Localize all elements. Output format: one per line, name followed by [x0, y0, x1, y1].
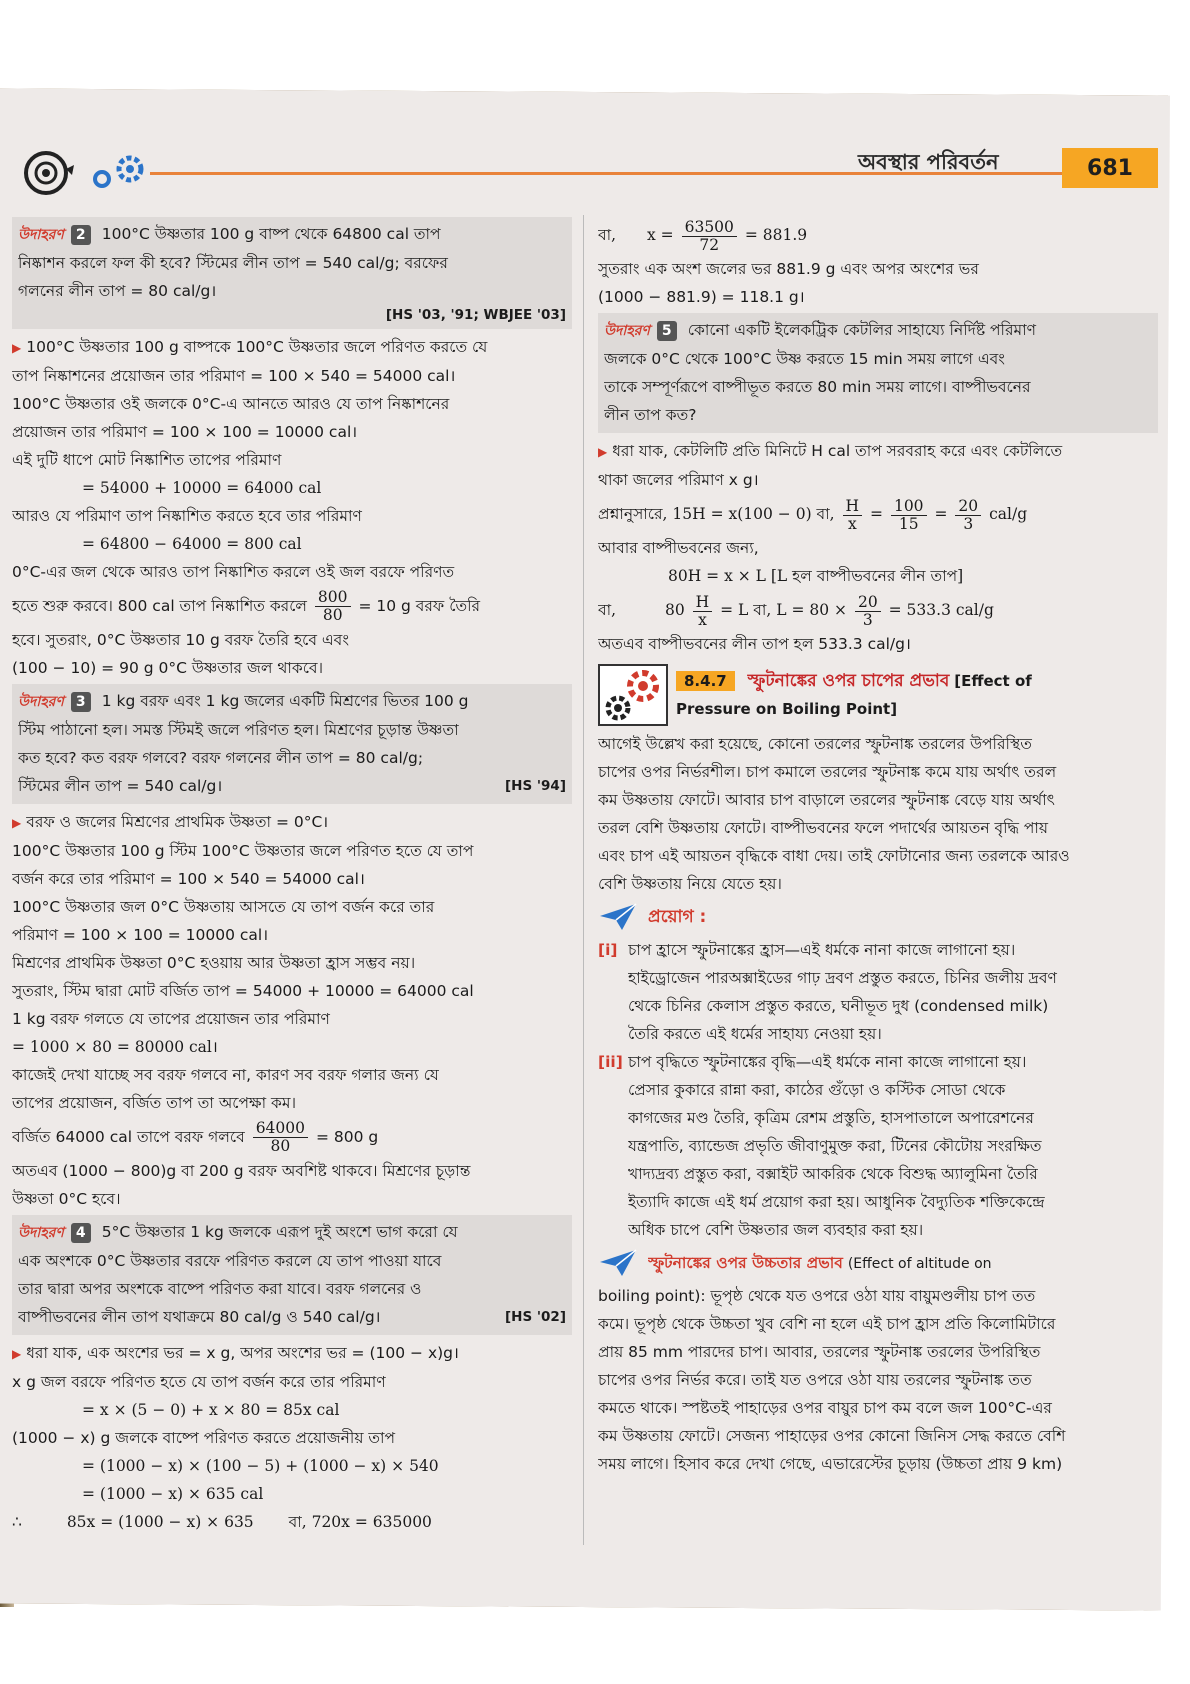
altitude-title: স্ফুটনাঙ্কের ওপর উচ্চতার প্রভাব [648, 1253, 843, 1272]
solution-text: প্রয়োজন তার পরিমাণ = 100 × 100 = 10000 cal। [12, 423, 358, 441]
solution-arrow-icon: ▶ [12, 1347, 22, 1361]
numerator: 800 [315, 589, 351, 607]
paragraph-line: boiling point): ভূপৃষ্ঠ থেকে যত ওপরে ওঠা যায় বায়ুমণ্ডলীয় চাপ তত [598, 1287, 1036, 1305]
equation: বা, 720x = 635000 [288, 1513, 432, 1531]
question-text: গলনের লীন তাপ = 80 cal/g। [18, 282, 217, 300]
solution-arrow-icon: ▶ [12, 816, 22, 830]
solution-text: 100°C উষ্ণতার ওই জলকে 0°C-এ আনতে আরও যে তাপ নিষ্কাশনের [12, 395, 450, 413]
equation: = (1000 − x) × (100 − 5) + (1000 − x) × 540 [82, 1457, 439, 1475]
gears-icon [598, 664, 668, 726]
section-title: স্ফুটনাঙ্কের ওপর চাপের প্রভাব [747, 671, 950, 691]
right-column [598, 215, 1158, 1478]
denominator: x [698, 610, 707, 629]
equation: = 881.9 [744, 226, 808, 244]
solution-text: মিশ্রণের প্রাথমিক উষ্ণতা 0°C হওয়ায় আর উষ্ণতা হ্রাস সম্ভব নয়। [12, 954, 416, 972]
paragraph-line: চাপের ওপর নির্ভরশীল। চাপ কমালে তরলের স্ফুটনাঙ্ক কমে যায় অর্থাৎ তরল [598, 763, 1057, 781]
solution-text: সুতরাং, স্টিম দ্বারা মোট বর্জিত তাপ = 54000 + 10000 = 64000 cal [12, 982, 474, 1000]
equation: 80 [665, 601, 685, 619]
solution-arrow-icon: ▶ [598, 445, 608, 459]
example-4-continued [598, 215, 1158, 311]
numerator: H [693, 594, 713, 612]
numerator: 100 [891, 498, 927, 516]
altitude-title-english: (Effect of altitude on [847, 1255, 992, 1272]
example-number: 3 [71, 692, 91, 712]
question-text: 100°C উষ্ণতার 100 g বাষ্প থেকে 64800 cal তাপ [101, 225, 441, 243]
fraction [955, 498, 981, 533]
solution-text: (100 − 10) = 90 g 0°C উষ্ণতার জল থাকবে। [12, 659, 324, 677]
numerator: H [843, 498, 863, 516]
equation: = L বা, L = 80 × [720, 601, 848, 619]
solution-arrow-icon: ▶ [12, 341, 22, 355]
example-tag: উদাহরণ [18, 1225, 64, 1241]
solution-text: সুতরাং এক অংশ জলের ভর 881.9 g এবং অপর অংশের ভর [598, 260, 979, 278]
numerator: 20 [855, 594, 881, 612]
equation: = 54000 + 10000 = 64000 cal [82, 479, 322, 497]
question-text: নিষ্কাশন করলে ফল কী হবে? স্টিমের লীন তাপ = 540 cal/g; বরফের [18, 254, 448, 272]
exam-reference: [HS '03, '91; WBJEE '03] [385, 307, 566, 323]
equation: = 64800 − 64000 = 800 cal [82, 535, 302, 553]
question-text: তার দ্বারা অপর অংশকে বাষ্পে পরিণত করা যাবে। বরফ গলনের ও [18, 1280, 422, 1298]
solution-text: 1 kg বরফ গলতে যে তাপের প্রয়োজন তার পরিমাণ [12, 1010, 330, 1028]
paragraph-line: কমে। ভূপৃষ্ঠ থেকে উচ্চতা খুব বেশি না হলে এই চাপ হ্রাস প্রতি কিলোমিটারে [598, 1315, 1056, 1333]
question-text: লীন তাপ কত? [604, 406, 697, 424]
list-label: [ii] [598, 1053, 623, 1071]
list-text: থেকে চিনির কেলাস প্রস্তুত করতে, ঘনীভূত দুধ (condensed milk) [628, 997, 1049, 1015]
equation: = 1000 × 80 = 80000 cal। [12, 1038, 218, 1056]
example-3-question [12, 684, 572, 804]
solution-text: বা, [598, 226, 617, 244]
paragraph-line: কম উষ্ণতায় ফোটে। আবার চাপ বাড়ালে তরলের স্ফুটনাঙ্ক বেড়ে যায় অর্থাৎ [598, 791, 1055, 809]
solution-text: তাপ নিষ্কাশনের প্রয়োজন তার পরিমাণ = 100 × 540 = 54000 cal। [12, 367, 456, 385]
solution-text: বরফ ও জলের মিশ্রণের প্রাথমিক উষ্ণতা = 0°C। [26, 813, 329, 831]
solution-text: তাপের প্রয়োজন, বর্জিত তাপ তা অপেক্ষা কম। [12, 1094, 296, 1112]
numerator: 64000 [253, 1120, 308, 1138]
paragraph-line: কমতে থাকে। স্পষ্টতই পাহাড়ের ওপর বায়ুর চাপ কম বলে জল 100°C-এর [598, 1399, 1052, 1417]
list-text: খাদ্যদ্রব্য প্রস্তুত করা, বক্সাইট আকরিক থেকে বিশুদ্ধ অ্যালুমিনা তৈরি [628, 1165, 1038, 1183]
solution-text: এই দুটি ধাপে মোট নিষ্কাশিত তাপের পরিমাণ [12, 451, 282, 469]
question-text: স্টিম পাঠানো হল। সমস্ত স্টিমই জলে পরিণত হল। মিশ্রণের চূড়ান্ত উষ্ণতা [18, 721, 459, 739]
list-text: চাপ বৃদ্ধিতে স্ফুটনাঙ্কের বৃদ্ধি—এই ধর্মকে নানা কাজে লাগানো হয়। [628, 1053, 1027, 1071]
solution-text: বা, [598, 601, 617, 619]
list-text: কাগজের মণ্ড তৈরি, কৃত্রিম রেশম প্রস্তুতি, হাসপাতালে অপারেশনের [628, 1109, 1034, 1127]
list-item [598, 936, 1158, 1048]
page-number: 681 [1062, 148, 1158, 188]
paragraph-line: চাপের ওপর নির্ভর করে। তাই যত ওপরে ওঠা যায় তরলের স্ফুটনাঙ্ক তত [598, 1371, 1032, 1389]
solution-text: বর্জিত 64000 cal তাপে বরফ গলবে [12, 1128, 245, 1146]
question-text: কোনো একটি ইলেকট্রিক কেটলির সাহায্যে নির্দিষ্ট পরিমাণ [687, 321, 1036, 339]
solution-text: ধরা যাক, এক অংশের ভর = x g, অপর অংশের ভর = (100 − x)g। [26, 1344, 459, 1362]
list-text: যন্ত্রপাতি, ব্যান্ডেজ প্রভৃতি জীবাণুমুক্ত করা, টিনের কৌটোয় সংরক্ষিত [628, 1137, 1042, 1155]
section-heading [598, 664, 1158, 726]
numerator: 63500 [682, 219, 737, 237]
section-title-english: [Effect of [954, 672, 1032, 690]
solution-text: পরিমাণ = 100 × 100 = 10000 cal। [12, 926, 269, 944]
unit: cal/g [989, 505, 1028, 523]
paragraph-line: আগেই উল্লেখ করা হয়েছে, কোনো তরলের স্ফুটনাঙ্ক তরলের উপরিস্থিত [598, 735, 1032, 753]
solution-text: (1000 − x) g জলকে বাষ্পে পরিণত করতে প্রয়োজনীয় তাপ [12, 1429, 396, 1447]
paragraph-line: তরল বেশি উষ্ণতায় ফোটে। বাষ্পীভবনের ফলে পদার্থের আয়তন বৃদ্ধি পায় [598, 819, 1049, 837]
solution-text: = 10 g বরফ তৈরি [358, 597, 481, 615]
solution-text: উষ্ণতা 0°C হবে। [12, 1190, 121, 1208]
question-text: কত হবে? কত বরফ গলবে? বরফ গলনের লীন তাপ = 80 cal/g; [18, 749, 424, 767]
equation: = 533.3 cal/g [888, 601, 994, 619]
denominator: 15 [898, 514, 919, 533]
left-column [12, 215, 572, 1536]
solution-text: x g জল বরফে পরিণত হতে যে তাপ বর্জন করে তার পরিমাণ [12, 1373, 386, 1391]
list-text: চাপ হ্রাসে স্ফুটনাঙ্কের হ্রাস—এই ধর্মকে নানা কাজে লাগানো হয়। [628, 941, 1016, 959]
solution-text: অতএব (1000 − 800)g বা 200 g বরফ অবশিষ্ট থাকবে। মিশ্রণের চূড়ান্ত [12, 1162, 471, 1180]
example-number: 2 [71, 225, 91, 245]
fraction [891, 498, 927, 533]
list-text: প্রেসার কুকারে রান্না করা, কাঠের গুঁড়ো ও কস্টিক সোডা থেকে [628, 1081, 1006, 1099]
example-2-solution [12, 333, 572, 682]
example-number: 5 [657, 321, 677, 341]
list-text: তৈরি করতে এই ধর্মের সাহায্য নেওয়া হয়। [628, 1025, 882, 1043]
chapter-title: অবস্থার পরিবর্তন [858, 150, 999, 174]
applications-title: প্রয়োগ : [648, 907, 707, 927]
paper-plane-icon [598, 1248, 638, 1278]
applications-heading [598, 902, 1158, 932]
question-text: জলকে 0°C থেকে 100°C উষ্ণ করতে 15 min সময় লাগে এবং [604, 350, 1005, 368]
solution-text: হবে। সুতরাং, 0°C উষ্ণতার 10 g বরফ তৈরি হবে এবং [12, 631, 349, 649]
equals-sign: = [870, 505, 884, 523]
equation: 80H = x × L [L হল বাষ্পীভবনের লীন তাপ] [668, 567, 964, 585]
denominator: 72 [699, 235, 720, 254]
fraction [843, 498, 863, 533]
paragraph-line: কম উষ্ণতায় ফোটে। সেজন্য পাহাড়ের ওপর কোনো জিনিস সেদ্ধ করতে বেশি [598, 1427, 1066, 1445]
solution-text: 100°C উষ্ণতার 100 g স্টিম 100°C উষ্ণতার জলে পরিণত হতে যে তাপ [12, 842, 474, 860]
solution-text: প্রশ্নানুসারে, 15H = x(100 − 0) বা, [598, 505, 835, 523]
example-4-question [12, 1215, 572, 1335]
question-text: এক অংশকে 0°C উষ্ণতার বরফে পরিণত করলে যে তাপ পাওয়া যাবে [18, 1252, 442, 1270]
equation: = (1000 − x) × 635 cal [82, 1485, 264, 1503]
equation: = x × (5 − 0) + x × 80 = 85x cal [82, 1401, 340, 1419]
list-text: অধিক চাপে বেশি উষ্ণতার জল ব্যবহার করা হয়। [628, 1221, 924, 1239]
question-text: স্টিমের লীন তাপ = 540 cal/g। [18, 777, 223, 795]
denominator: x [847, 514, 857, 533]
solution-text: আবার বাষ্পীভবনের জন্য, [598, 539, 759, 557]
fraction [253, 1120, 308, 1155]
solution-text: হতে শুরু করবে। 800 cal তাপ নিষ্কাশিত করলে [12, 597, 307, 615]
head-gears-icon [22, 145, 162, 200]
example-3-solution [12, 808, 572, 1213]
example-tag: উদাহরণ [18, 694, 64, 710]
example-tag: উদাহরণ [604, 323, 650, 339]
section-number: 8.4.7 [676, 671, 735, 691]
example-tag: উদাহরণ [18, 227, 64, 243]
list-text: ইত্যাদি কাজে এই ধর্ম প্রয়োগ করা হয়। আধুনিক বৈদ্যুতিক শক্তিকেন্দ্রে [628, 1193, 1045, 1211]
fraction [855, 594, 881, 629]
example-2-question [12, 217, 572, 329]
denominator: 3 [862, 610, 873, 629]
solution-text: আরও যে পরিমাণ তাপ নিষ্কাশিত করতে হবে তার পরিমাণ [12, 507, 362, 525]
list-item [598, 1048, 1158, 1244]
column-divider [583, 215, 584, 1545]
equation: x = [647, 226, 674, 244]
solution-text: (1000 − 881.9) = 118.1 g। [598, 288, 805, 306]
question-text: বাষ্পীভবনের লীন তাপ যথাক্রমে 80 cal/g ও 540 cal/g। [18, 1308, 381, 1326]
solution-text: = 800 g [315, 1128, 379, 1146]
equals-sign: = [934, 505, 948, 523]
solution-text: 0°C-এর জল থেকে আরও তাপ নিষ্কাশিত করলে ওই জল বরফে পরিণত [12, 563, 455, 581]
fraction [693, 594, 713, 629]
example-5-solution [598, 437, 1158, 658]
example-number: 4 [71, 1223, 91, 1243]
paragraph-line: প্রায় 85 mm পারদের চাপ। আবার, তরলের স্ফুটনাঙ্ক তরলের উপরিস্থিত [598, 1343, 1041, 1361]
therefore-symbol: ∴ [12, 1513, 22, 1531]
solution-text: বর্জন করে তার পরিমাণ = 100 × 540 = 54000 cal। [12, 870, 365, 888]
list-text: হাইড্রোজেন পারঅক্সাইডের গাঢ় দ্রবণ প্রস্তুত করতে, চিনির জলীয় দ্রবণ [628, 969, 1057, 987]
denominator: 80 [322, 606, 343, 624]
section-body [598, 730, 1158, 898]
denominator: 80 [270, 1137, 291, 1155]
fraction [682, 219, 737, 254]
solution-text: 100°C উষ্ণতার 100 g বাষ্পকে 100°C উষ্ণতার জলে পরিণত করতে যে [26, 338, 488, 356]
list-label: [i] [598, 941, 618, 959]
solution-text: অতএব বাষ্পীভবনের লীন তাপ হল 533.3 cal/g। [598, 635, 911, 653]
solution-text: থাকা জলের পরিমাণ x g। [598, 471, 759, 489]
paragraph-line: বেশি উষ্ণতায় নিয়ে যেতে হয়। [598, 875, 782, 893]
question-text: তাকে সম্পূর্ণরূপে বাষ্পীভূত করতে 80 min সময় লাগে। বাষ্পীভবনের [604, 378, 1031, 396]
exam-reference: [HS '94] [505, 778, 566, 794]
example-5-question [598, 313, 1158, 433]
altitude-body [598, 1282, 1158, 1478]
solution-text: কাজেই দেখা যাচ্ছে সব বরফ গলবে না, কারণ সব বরফ গলার জন্য যে [12, 1066, 439, 1084]
denominator: 3 [963, 514, 974, 533]
exam-reference: [HS '02] [505, 1309, 566, 1325]
example-4-solution [12, 1339, 572, 1536]
equation: 85x = (1000 − x) × 635 [66, 1513, 254, 1531]
section-title-english: Pressure on Boiling Point] [676, 700, 898, 718]
question-text: 5°C উষ্ণতার 1 kg জলকে এরূপ দুই অংশে ভাগ করো যে [101, 1223, 458, 1241]
solution-text: ধরা যাক, কেটলিটি প্রতি মিনিটে H cal তাপ সরবরাহ করে এবং কেটলিতে [612, 442, 1063, 460]
fraction [315, 589, 351, 624]
paragraph-line: সময় লাগে। হিসাব করে দেখা গেছে, এভারেস্টের চূড়ায় (উচ্চতা প্রায় 9 km) [598, 1455, 1063, 1473]
paragraph-line: এবং চাপ এই আয়তন বৃদ্ধিকে বাধা দেয়। তাই ফোটানোর জন্য তরলকে আরও [598, 847, 1070, 865]
solution-text: 100°C উষ্ণতার জল 0°C উষ্ণতায় আসতে যে তাপ বর্জন করে তার [12, 898, 435, 916]
altitude-heading [598, 1248, 1158, 1278]
paper-plane-icon [598, 902, 638, 932]
question-text: 1 kg বরফ এবং 1 kg জলের একটি মিশ্রণের ভিতর 100 g [101, 692, 469, 710]
numerator: 20 [955, 498, 981, 516]
